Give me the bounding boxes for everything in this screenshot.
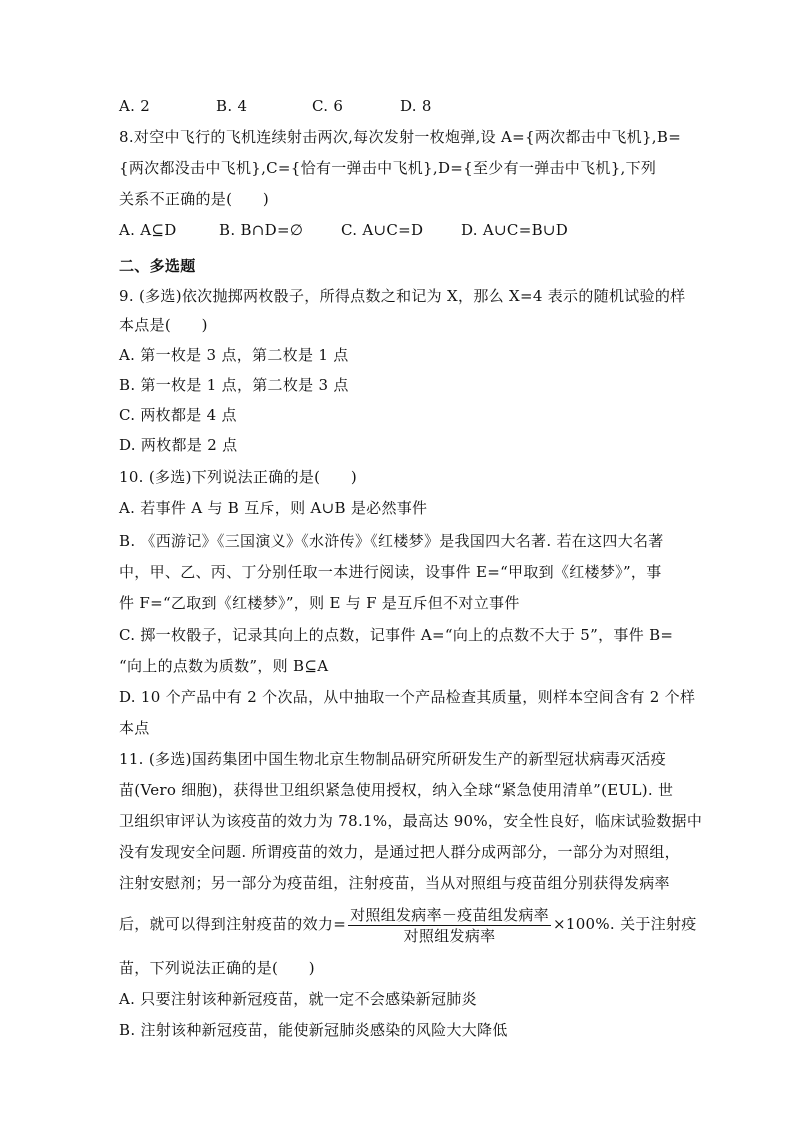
q7-option-a: A. 2 bbox=[119, 97, 151, 115]
q8-option-d: D. A∪C=B∪D bbox=[461, 221, 569, 239]
fraction-denominator: 对照组发病率 bbox=[403, 926, 496, 945]
q8-stem-line-3: 关系不正确的是( ) bbox=[119, 190, 270, 208]
q10-option-b-line-1: B. 《西游记》《三国演义》《水浒传》《红楼梦》是我国四大名著. 若在这四大名著 bbox=[119, 532, 664, 550]
q8-stem-line-1: 8.对空中飞行的飞机连续射击两次,每次发射一枚炮弹,设 A={两次都击中飞机},B= bbox=[119, 128, 682, 146]
q9-option-c: C. 两枚都是 4 点 bbox=[119, 406, 237, 424]
q10-option-a: A. 若事件 A 与 B 互斥，则 A∪B 是必然事件 bbox=[119, 499, 428, 517]
formula-prefix: 后，就可以得到注射疫苗的效力= bbox=[119, 915, 347, 933]
q8-option-c: C. A∪C=D bbox=[341, 221, 424, 239]
q10-option-c-line-2: “向上的点数为质数”，则 B⊆A bbox=[119, 657, 329, 675]
q9-option-a: A. 第一枚是 3 点，第二枚是 1 点 bbox=[119, 346, 349, 364]
q10-option-c-line-1: C. 掷一枚骰子，记录其向上的点数，记事件 A=“向上的点数不大于 5”，事件 B= bbox=[119, 626, 674, 644]
q10-option-b-line-3: 件 F=“乙取到《红楼梦》”，则 E 与 F 是互斥但不对立事件 bbox=[119, 594, 520, 612]
q7-option-c: C. 6 bbox=[312, 97, 344, 115]
q9-stem-line-2: 本点是( ) bbox=[119, 316, 208, 334]
q11-stem-line-4: 没有发现安全问题. 所谓疫苗的效力，是通过把人群分成两部分，一部分为对照组， bbox=[119, 843, 680, 861]
q8-option-a: A. A⊆D bbox=[119, 221, 177, 239]
q10-stem: 10. (多选)下列说法正确的是( ) bbox=[119, 468, 358, 486]
q11-stem-line-2: 苗(Vero 细胞)，获得世卫组织紧急使用授权，纳入全球“紧急使用清单”(EUL). 世 bbox=[119, 781, 674, 799]
formula-suffix: ×100%. 关于注射疫 bbox=[552, 915, 697, 933]
q10-option-d-line-2: 本点 bbox=[119, 719, 150, 737]
q9-option-b: B. 第一枚是 1 点，第二枚是 3 点 bbox=[119, 376, 349, 394]
q7-option-b: B. 4 bbox=[216, 97, 248, 115]
q11-stem-line-3: 卫组织审评认为该疫苗的效力为 78.1%，最高达 90%，安全性良好，临床试验数据中 bbox=[119, 812, 703, 830]
q7-option-d: D. 8 bbox=[400, 97, 432, 115]
q11-formula-line bbox=[119, 904, 697, 946]
q11-option-a: A. 只要注射该种新冠疫苗，就一定不会感染新冠肺炎 bbox=[119, 990, 477, 1008]
q8-stem-line-2: {两次都没击中飞机},C={恰有一弹击中飞机},D={至少有一弹击中飞机},下列 bbox=[119, 159, 657, 177]
q11-stem-line-5: 注射安慰剂；另一部分为疫苗组，注射疫苗，当从对照组与疫苗组分别获得发病率 bbox=[119, 874, 670, 892]
q9-stem-line-1: 9. (多选)依次抛掷两枚骰子，所得点数之和记为 X，那么 X=4 表示的随机试验的样 bbox=[119, 287, 686, 305]
fraction-numerator: 对照组发病率－疫苗组发病率 bbox=[350, 905, 549, 924]
q11-option-b: B. 注射该种新冠疫苗，能使新冠肺炎感染的风险大大降低 bbox=[119, 1021, 508, 1039]
q9-option-d: D. 两枚都是 2 点 bbox=[119, 436, 238, 454]
q11-stem-line-1: 11. (多选)国药集团中国生物北京生物制品研究所研发生产的新型冠状病毒灭活疫 bbox=[119, 750, 667, 768]
efficacy-fraction bbox=[348, 905, 551, 946]
q8-option-b: B. B∩D=∅ bbox=[219, 221, 304, 239]
q11-stem-line-6: 苗，下列说法正确的是( ) bbox=[119, 959, 315, 977]
section-title: 二、多选题 bbox=[119, 257, 196, 275]
q10-option-b-line-2: 中，甲、乙、丙、丁分别任取一本进行阅读，设事件 E=“甲取到《红楼梦》”，事 bbox=[119, 563, 662, 581]
q10-option-d-line-1: D. 10 个产品中有 2 个次品，从中抽取一个产品检查其质量，则样本空间含有 2 个样 bbox=[119, 688, 696, 706]
